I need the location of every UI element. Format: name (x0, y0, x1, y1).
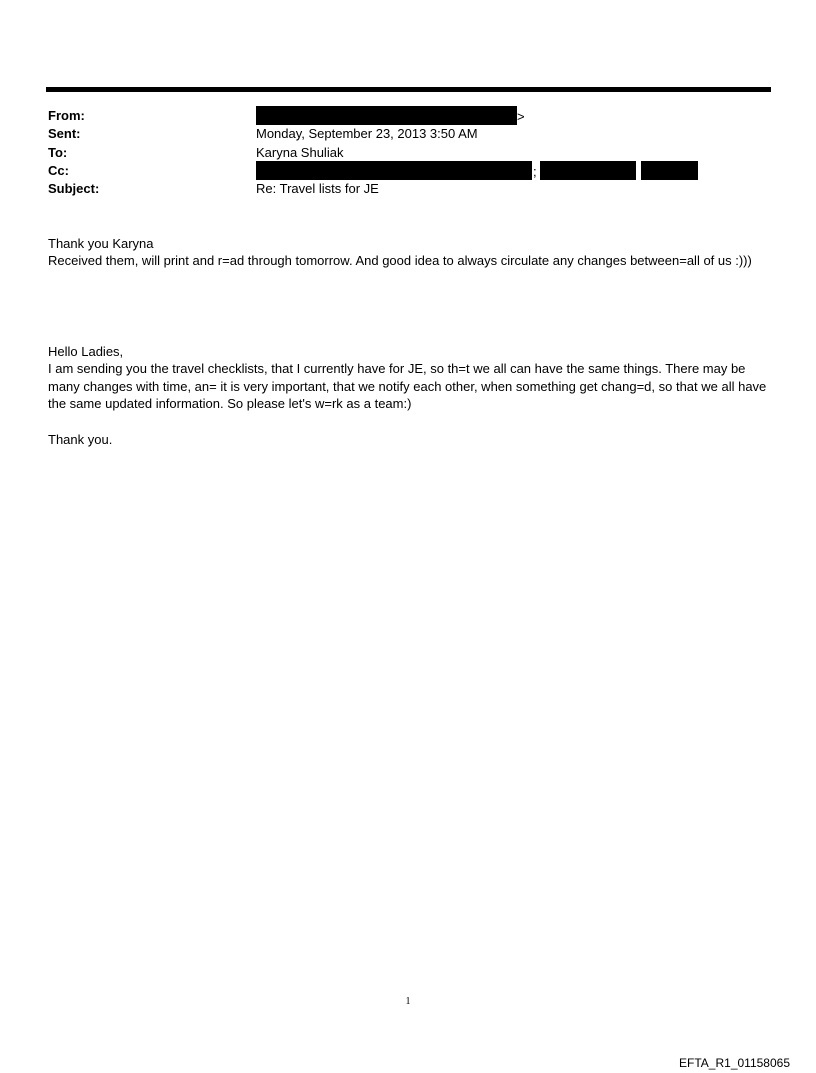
cc-redaction-3 (641, 161, 698, 180)
subject-value: Re: Travel lists for JE (256, 181, 379, 196)
closing-text: Thank you. (48, 432, 113, 447)
from-redaction (256, 106, 517, 125)
original-greeting: Hello Ladies, (48, 344, 124, 359)
from-suffix: > (517, 109, 525, 124)
to-label: To: (48, 145, 68, 160)
reply-greeting: Thank you Karyna (48, 236, 154, 251)
subject-label: Subject: (48, 181, 100, 196)
original-message-text: I am sending you the travel checklists, that I currently have for JE, so th=t we all can have the same things. There may be many changes with time, an= it is very important, that we notify each other, when something get chang=d, so that we all have the same updated information. So please let's w=rk as a team:) (48, 361, 767, 411)
sent-label: Sent: (48, 126, 81, 141)
reply-text: Received them, will print and r=ad through tomorrow. And good idea to always circulate any changes between=all of us :))) (48, 253, 752, 268)
to-value: Karyna Shuliak (256, 145, 344, 160)
cc-separator: ; (533, 164, 537, 179)
from-label: From: (48, 108, 85, 123)
document-id: EFTA_R1_01158065 (679, 1056, 790, 1070)
cc-redaction-2 (540, 161, 636, 180)
header-divider (46, 87, 771, 92)
cc-redaction-1 (256, 161, 532, 180)
cc-label: Cc: (48, 163, 69, 178)
page-number: 1 (405, 996, 411, 1007)
sent-value: Monday, September 23, 2013 3:50 AM (256, 126, 478, 141)
